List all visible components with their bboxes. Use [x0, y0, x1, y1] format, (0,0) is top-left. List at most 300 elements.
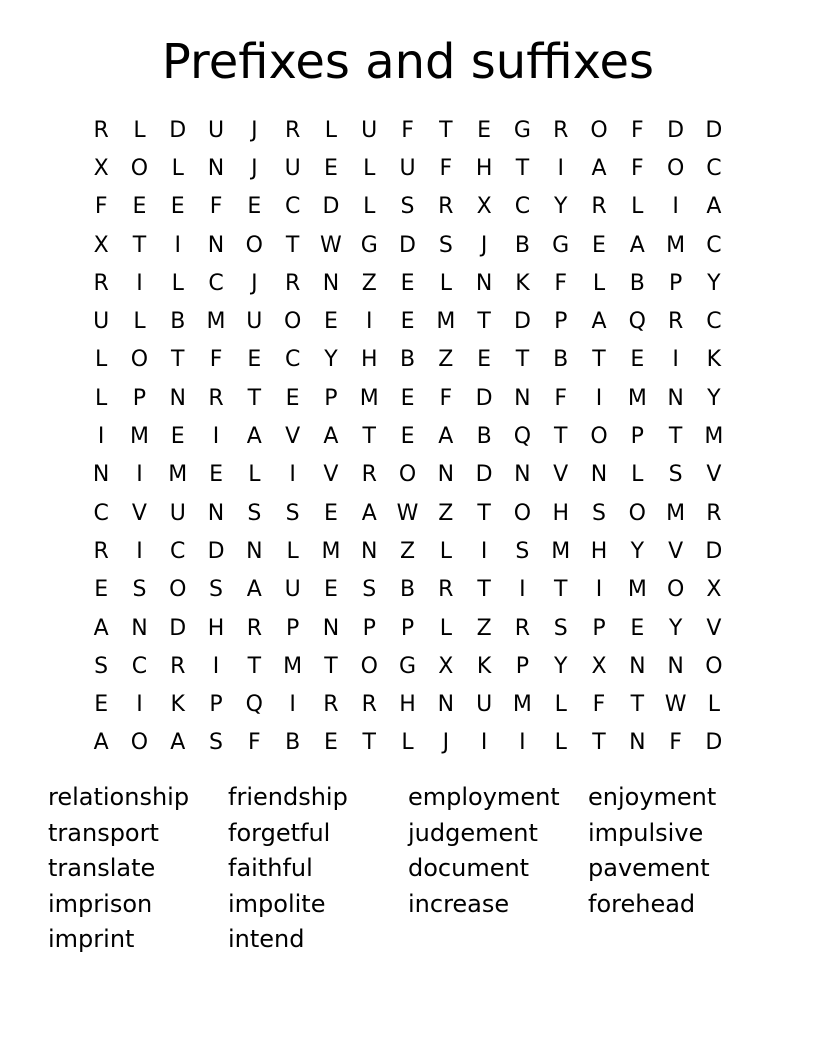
- grid-letter: D: [322, 194, 340, 220]
- grid-letter: L: [171, 270, 184, 296]
- grid-letter: G: [360, 232, 378, 258]
- grid-letter: P: [668, 270, 683, 296]
- grid-letter: X: [438, 653, 454, 679]
- page-title: Prefixes and suffixes: [161, 34, 655, 90]
- grid-letter: T: [477, 577, 491, 603]
- grid-letter: U: [476, 692, 493, 718]
- grid-letter: D: [705, 730, 723, 756]
- grid-letter: I: [365, 309, 373, 335]
- grid-letter: T: [592, 730, 606, 756]
- grid-letter: C: [208, 270, 224, 296]
- grid-letter: O: [130, 730, 149, 756]
- grid-letter: T: [477, 500, 491, 526]
- grid-letter: D: [705, 117, 723, 143]
- grid-letter: L: [439, 615, 452, 641]
- grid-letter: L: [554, 692, 567, 718]
- grid-letter: F: [439, 385, 453, 411]
- grid-letter: O: [628, 500, 646, 526]
- grid-letter: I: [672, 194, 679, 220]
- grid-letter: O: [130, 347, 149, 373]
- grid-letter: Z: [361, 270, 377, 296]
- grid-letter: F: [248, 730, 261, 756]
- grid-letter: K: [515, 270, 530, 296]
- grid-letter: P: [285, 615, 300, 641]
- grid-letter: N: [667, 653, 684, 679]
- grid-letter: E: [209, 462, 223, 488]
- grid-letter: E: [170, 424, 185, 450]
- grid-letter: N: [514, 462, 531, 488]
- grid-letter: O: [590, 117, 608, 143]
- grid-letter: M: [627, 577, 647, 603]
- grid-letter: N: [629, 653, 646, 679]
- word-list-item: pavement: [588, 854, 710, 883]
- grid-letter: H: [475, 155, 493, 181]
- grid-letter: P: [362, 615, 376, 641]
- word-list-item: transport: [48, 818, 159, 847]
- grid-letter: I: [595, 577, 603, 603]
- grid-letter: U: [284, 577, 301, 603]
- word-list-item: relationship: [48, 783, 190, 811]
- grid-letter: R: [93, 117, 109, 143]
- grid-letter: R: [514, 615, 531, 641]
- grid-letter: J: [480, 232, 488, 258]
- grid-letter: T: [515, 347, 530, 373]
- grid-letter: O: [169, 577, 187, 603]
- grid-letter: E: [94, 692, 109, 718]
- grid-letter: L: [324, 117, 338, 143]
- grid-letter: G: [398, 653, 417, 679]
- grid-letter: M: [436, 309, 456, 335]
- grid-letter: S: [362, 577, 377, 603]
- grid-letter: T: [553, 577, 568, 603]
- grid-letter: Z: [438, 347, 454, 373]
- grid-letter: N: [322, 615, 340, 641]
- grid-letter: E: [630, 347, 645, 373]
- grid-letter: R: [93, 538, 109, 564]
- grid-letter: T: [247, 653, 262, 679]
- grid-letter: R: [706, 500, 722, 526]
- grid-letter: L: [248, 462, 261, 488]
- grid-letter: T: [132, 232, 147, 258]
- grid-letter: B: [553, 347, 569, 373]
- grid-letter: Q: [628, 309, 646, 335]
- grid-letter: U: [93, 309, 110, 335]
- grid-letter: E: [285, 385, 300, 411]
- grid-letter: N: [207, 232, 225, 258]
- grid-letter: T: [362, 424, 376, 450]
- grid-letter: P: [592, 615, 606, 641]
- grid-letter: M: [512, 692, 532, 718]
- grid-letter: S: [515, 538, 530, 564]
- grid-letter: A: [93, 730, 109, 756]
- grid-letter: E: [592, 232, 606, 258]
- grid-letter: H: [552, 500, 569, 526]
- grid-letter: V: [706, 462, 722, 488]
- grid-letter: T: [285, 232, 300, 258]
- grid-letter: S: [438, 232, 453, 258]
- grid-letter: E: [323, 500, 338, 526]
- grid-letter: I: [289, 462, 296, 488]
- grid-letter: Z: [476, 615, 492, 641]
- grid-letter: I: [519, 577, 526, 603]
- grid-letter: N: [590, 462, 608, 488]
- grid-letter: U: [207, 117, 225, 143]
- word-list-item: increase: [408, 889, 510, 918]
- grid-letter: S: [400, 194, 415, 220]
- grid-letter: J: [251, 155, 258, 181]
- word-list-item: impulsive: [588, 818, 704, 847]
- grid-letter: A: [438, 424, 454, 450]
- grid-letter: I: [480, 538, 488, 564]
- grid-letter: E: [247, 347, 262, 373]
- grid-letter: B: [629, 270, 645, 296]
- grid-letter: T: [630, 692, 645, 718]
- grid-letter: L: [363, 155, 376, 181]
- grid-letter: U: [246, 309, 263, 335]
- grid-letter: T: [439, 117, 453, 143]
- grid-letter: Z: [399, 538, 416, 564]
- grid-letter: I: [136, 538, 143, 564]
- word-list-item: forehead: [588, 889, 696, 918]
- grid-letter: N: [131, 615, 148, 641]
- grid-letter: I: [136, 692, 143, 718]
- grid-letter: H: [590, 538, 608, 564]
- word-list-item: translate: [48, 854, 156, 883]
- grid-letter: F: [94, 194, 108, 220]
- grid-letter: U: [361, 117, 378, 143]
- grid-letter: I: [212, 653, 220, 679]
- grid-letter: N: [437, 692, 455, 718]
- word-list-item: faithful: [228, 854, 313, 883]
- grid-letter: O: [666, 155, 685, 181]
- grid-letter: F: [554, 385, 568, 411]
- word-list-item: intend: [228, 925, 305, 954]
- grid-letter: Y: [707, 385, 721, 411]
- grid-letter: F: [209, 194, 223, 220]
- word-list-item: imprint: [48, 925, 135, 954]
- grid-letter: L: [707, 692, 721, 718]
- grid-letter: Z: [438, 500, 454, 526]
- grid-letter: O: [130, 155, 149, 181]
- word-list: [48, 780, 768, 958]
- grid-letter: R: [438, 577, 454, 603]
- grid-letter: Q: [245, 692, 263, 718]
- grid-letter: H: [360, 347, 378, 373]
- grid-letter: M: [627, 385, 647, 411]
- grid-letter: X: [476, 194, 492, 220]
- grid-letter: T: [668, 424, 683, 450]
- grid-letter: R: [246, 615, 262, 641]
- grid-letter: C: [93, 500, 109, 526]
- grid-letter: A: [591, 309, 607, 335]
- grid-letter: U: [399, 155, 416, 181]
- grid-letter: M: [321, 538, 341, 564]
- grid-letter: J: [251, 270, 258, 296]
- grid-letter: E: [400, 424, 415, 450]
- grid-letter: O: [666, 577, 685, 603]
- grid-letter: X: [706, 577, 722, 603]
- grid-letter: L: [401, 730, 414, 756]
- grid-letter: R: [208, 385, 224, 411]
- grid-letter: O: [513, 500, 532, 526]
- grid-letter: O: [245, 232, 263, 258]
- word-list-item: friendship: [228, 783, 348, 811]
- grid-letter: X: [591, 653, 607, 679]
- grid-letter: N: [475, 270, 493, 296]
- grid-letter: M: [359, 385, 379, 411]
- grid-letter: D: [667, 117, 685, 143]
- grid-letter: X: [93, 232, 109, 258]
- grid-letter: G: [513, 117, 531, 143]
- grid-letter: P: [400, 615, 415, 641]
- grid-letter: R: [667, 309, 684, 335]
- grid-letter: R: [591, 194, 607, 220]
- grid-letter: U: [169, 500, 186, 526]
- grid-letter: E: [170, 194, 185, 220]
- grid-letter: C: [131, 653, 148, 679]
- grid-letter: Y: [668, 615, 683, 641]
- grid-letter: D: [169, 117, 187, 143]
- grid-letter: I: [595, 385, 603, 411]
- grid-letter: U: [284, 155, 301, 181]
- grid-letter: S: [592, 500, 606, 526]
- grid-letter: V: [706, 615, 722, 641]
- grid-letter: R: [93, 270, 109, 296]
- grid-letter: P: [554, 309, 568, 335]
- grid-letter: P: [132, 385, 147, 411]
- grid-letter: L: [95, 347, 108, 373]
- grid-letter: X: [93, 155, 109, 181]
- grid-letter: N: [667, 385, 684, 411]
- grid-letter: T: [515, 155, 530, 181]
- grid-letter: I: [174, 232, 181, 258]
- grid-letter: M: [704, 424, 724, 450]
- grid-letter: S: [132, 577, 147, 603]
- grid-letter: L: [631, 462, 644, 488]
- grid-letter: O: [283, 309, 302, 335]
- grid-letter: L: [133, 309, 146, 335]
- grid-letter: E: [94, 577, 109, 603]
- grid-letter: F: [592, 692, 606, 718]
- grid-letter: C: [706, 232, 722, 258]
- grid-letter: I: [480, 730, 488, 756]
- grid-letter: J: [442, 730, 450, 756]
- grid-letter: R: [361, 462, 377, 488]
- grid-letter: I: [136, 462, 143, 488]
- grid-letter: R: [284, 117, 301, 143]
- grid-letter: N: [207, 500, 225, 526]
- grid-letter: A: [591, 155, 607, 181]
- grid-letter: C: [706, 309, 722, 335]
- grid-letter: S: [209, 577, 224, 603]
- grid-letter: V: [668, 538, 684, 564]
- grid-letter: F: [630, 117, 644, 143]
- grid-letter: R: [284, 270, 301, 296]
- grid-letter: A: [170, 730, 186, 756]
- grid-letter: I: [212, 424, 220, 450]
- grid-letter: J: [251, 117, 258, 143]
- grid-letter: B: [170, 309, 186, 335]
- grid-letter: R: [361, 692, 377, 718]
- grid-letter: V: [323, 462, 339, 488]
- grid-letter: S: [247, 500, 262, 526]
- grid-letter: E: [323, 730, 338, 756]
- grid-letter: Y: [553, 653, 568, 679]
- grid-letter: M: [283, 653, 303, 679]
- grid-letter: T: [324, 653, 338, 679]
- grid-letter: L: [554, 730, 567, 756]
- grid-letter: E: [247, 194, 262, 220]
- grid-letter: D: [475, 462, 493, 488]
- word-list-item: forgetful: [228, 818, 331, 847]
- grid-letter: A: [323, 424, 339, 450]
- grid-letter: V: [285, 424, 301, 450]
- grid-letter: R: [323, 692, 339, 718]
- grid-letter: N: [437, 462, 455, 488]
- grid-letter: S: [285, 500, 300, 526]
- grid-letter: N: [322, 270, 340, 296]
- grid-letter: F: [554, 270, 568, 296]
- grid-letter: P: [630, 424, 644, 450]
- word-list-item: imprison: [48, 889, 153, 918]
- grid-letter: A: [361, 500, 377, 526]
- grid-letter: B: [514, 232, 530, 258]
- grid-letter: V: [131, 500, 147, 526]
- grid-letter: F: [669, 730, 682, 756]
- grid-letter: T: [247, 385, 262, 411]
- grid-letter: S: [94, 653, 109, 679]
- word-list-item: impolite: [228, 889, 326, 918]
- grid-letter: M: [206, 309, 226, 335]
- grid-letter: I: [97, 424, 105, 450]
- grid-letter: V: [553, 462, 569, 488]
- grid-letter: N: [207, 155, 225, 181]
- grid-letter: Q: [513, 424, 532, 450]
- grid-letter: E: [323, 577, 338, 603]
- grid-letter: O: [398, 462, 417, 488]
- grid-letter: Y: [553, 194, 568, 220]
- grid-letter: P: [515, 653, 530, 679]
- grid-letter: K: [170, 692, 185, 718]
- grid-letter: T: [362, 730, 376, 756]
- grid-letter: C: [514, 194, 531, 220]
- grid-letter: F: [439, 155, 453, 181]
- letter-grid: [82, 111, 733, 762]
- grid-letter: E: [630, 615, 645, 641]
- word-list-item: judgement: [408, 818, 538, 847]
- grid-letter: E: [323, 309, 338, 335]
- grid-letter: L: [95, 385, 108, 411]
- grid-letter: D: [475, 385, 493, 411]
- grid-letter: M: [168, 462, 188, 488]
- grid-letter: K: [706, 347, 722, 373]
- grid-letter: D: [399, 232, 416, 258]
- grid-letter: L: [363, 194, 376, 220]
- grid-letter: I: [672, 347, 679, 373]
- grid-letter: O: [590, 424, 608, 450]
- grid-letter: N: [629, 730, 646, 756]
- grid-letter: Y: [630, 538, 645, 564]
- grid-letter: N: [360, 538, 378, 564]
- grid-letter: C: [284, 194, 301, 220]
- grid-letter: D: [169, 615, 187, 641]
- grid-letter: G: [552, 232, 570, 258]
- grid-letter: A: [629, 232, 645, 258]
- grid-letter: B: [399, 347, 416, 373]
- grid-letter: T: [477, 309, 491, 335]
- grid-letter: L: [439, 538, 452, 564]
- grid-letter: O: [360, 653, 378, 679]
- grid-letter: L: [171, 155, 184, 181]
- grid-letter: T: [592, 347, 606, 373]
- grid-letter: E: [400, 270, 415, 296]
- grid-letter: M: [551, 538, 571, 564]
- grid-letter: N: [169, 385, 186, 411]
- grid-letter: Y: [324, 347, 338, 373]
- grid-letter: R: [170, 653, 186, 679]
- word-list-item: enjoyment: [588, 783, 717, 811]
- grid-letter: E: [400, 309, 415, 335]
- grid-letter: S: [668, 462, 683, 488]
- grid-letter: N: [246, 538, 263, 564]
- grid-letter: A: [706, 194, 722, 220]
- grid-letter: H: [399, 692, 416, 718]
- grid-letter: M: [129, 424, 149, 450]
- grid-letter: N: [514, 385, 531, 411]
- grid-letter: P: [209, 692, 223, 718]
- grid-letter: L: [286, 538, 299, 564]
- grid-letter: C: [284, 347, 301, 373]
- grid-letter: A: [246, 424, 262, 450]
- grid-letter: S: [209, 730, 224, 756]
- grid-letter: C: [170, 538, 186, 564]
- grid-letter: P: [324, 385, 338, 411]
- grid-letter: L: [631, 194, 644, 220]
- grid-letter: O: [705, 653, 723, 679]
- word-list-item: employment: [408, 783, 560, 811]
- word-list-item: document: [408, 854, 530, 883]
- grid-letter: F: [401, 117, 414, 143]
- grid-letter: W: [396, 500, 419, 526]
- grid-letter: R: [553, 117, 569, 143]
- grid-letter: I: [557, 155, 564, 181]
- grid-letter: D: [705, 538, 723, 564]
- grid-letter: L: [439, 270, 452, 296]
- grid-letter: A: [246, 577, 262, 603]
- grid-letter: S: [553, 615, 568, 641]
- grid-letter: Y: [707, 270, 721, 296]
- grid-letter: N: [92, 462, 110, 488]
- grid-letter: F: [630, 155, 644, 181]
- grid-letter: E: [477, 117, 492, 143]
- grid-letter: A: [93, 615, 109, 641]
- grid-letter: E: [132, 194, 147, 220]
- grid-letter: E: [477, 347, 492, 373]
- grid-letter: M: [666, 500, 686, 526]
- grid-letter: M: [666, 232, 686, 258]
- grid-letter: R: [438, 194, 454, 220]
- grid-letter: B: [399, 577, 416, 603]
- grid-letter: I: [136, 270, 143, 296]
- grid-letter: T: [553, 424, 568, 450]
- grid-letter: I: [519, 730, 526, 756]
- grid-letter: F: [209, 347, 223, 373]
- grid-letter: W: [320, 232, 342, 258]
- grid-letter: E: [323, 155, 338, 181]
- grid-letter: D: [207, 538, 225, 564]
- grid-letter: B: [476, 424, 492, 450]
- grid-letter: I: [289, 692, 296, 718]
